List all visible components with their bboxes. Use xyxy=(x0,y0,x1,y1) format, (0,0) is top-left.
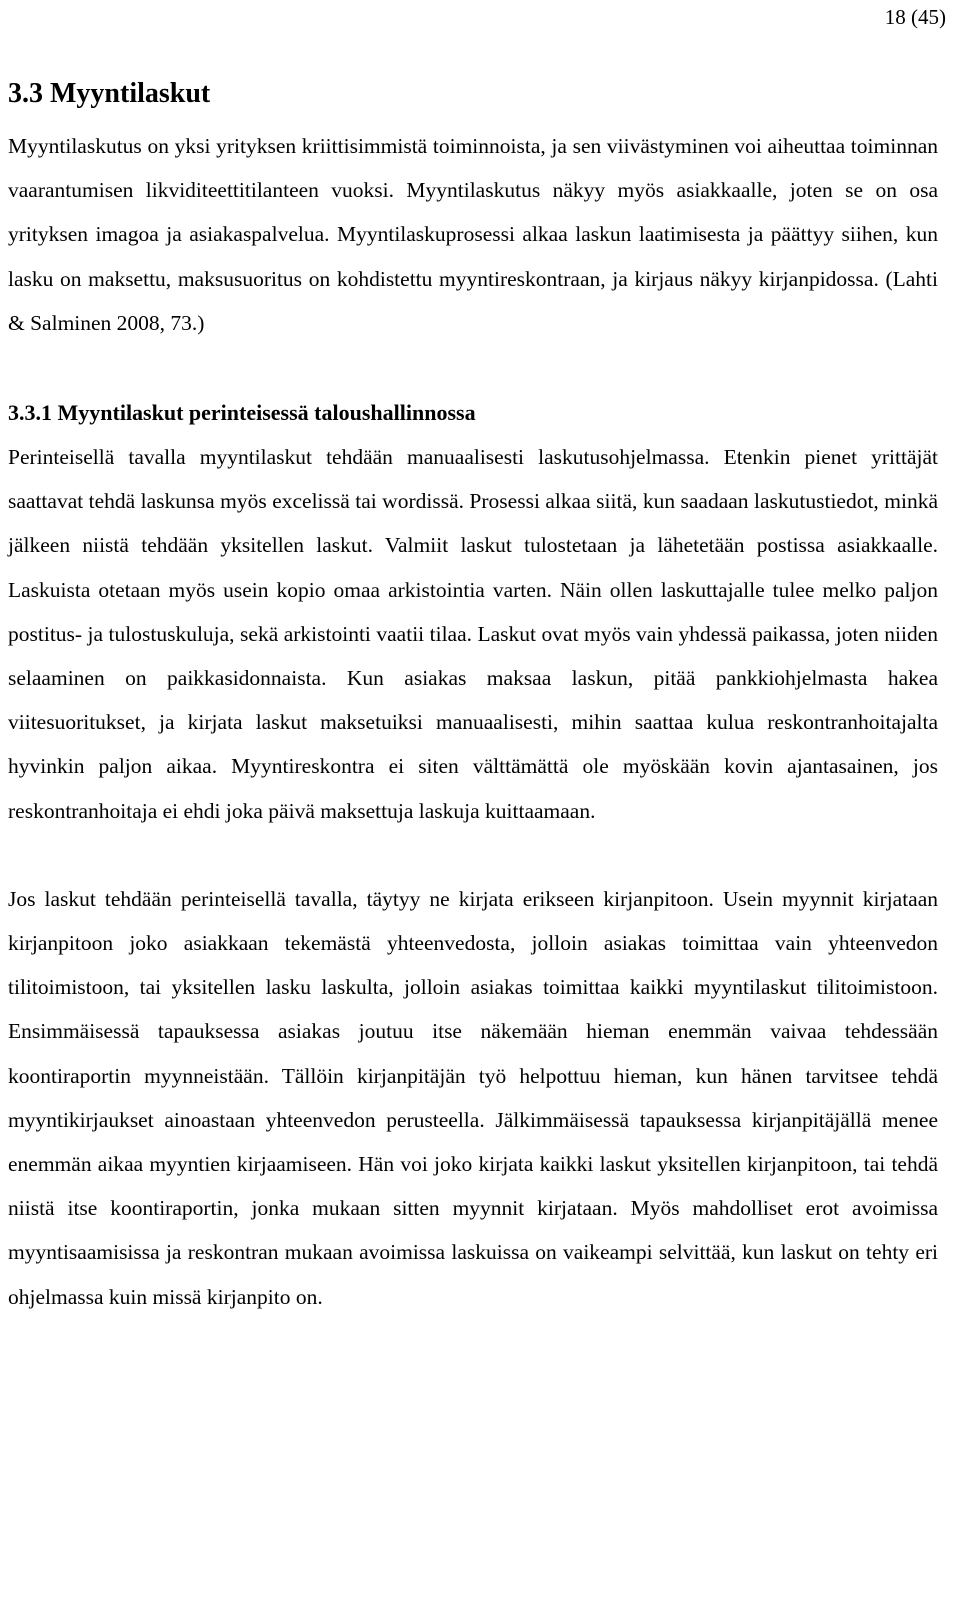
section-paragraph: Myyntilaskutus on yksi yrityksen kriittisimmistä toiminnoista, ja sen viivästyminen voi aiheuttaa toiminnan vaarantumisen likviditeettitilanteen vuoksi. Myyntilaskutus näkyy myös asiakkaalle, joten se on osa yrityksen imagoa ja asiakaspalvelua. Myyntilaskuprosessi alkaa laskun laatimisesta ja päättyy siihen, kun lasku on maksettu, maksusuoritus on kohdistettu myyntireskontraan, ja kirjaus näkyy kirjanpidossa. (Lahti & Salminen 2008, 73.) xyxy=(8,134,938,335)
subsection-paragraph-2: Jos laskut tehdään perinteisellä tavalla, täytyy ne kirjata erikseen kirjanpitoon. Usein myynnit kirjataan kirjanpitoon joko asiakkaan tekemästä yhteenvedosta, jolloin asiakas toimittaa vain yhteenvedon tilitoimistoon, tai yksitellen lasku laskulta, jolloin asiakas toimittaa kaikki myyntilaskut tilitoimistoon. Ensimmäisessä tapauksessa asiakas joutuu itse näkemään hieman enemmän vaivaa tehdessään koontiraportin myynneistään. Tällöin kirjanpitäjän työ helpottuu hieman, kun hänen tarvitsee tehdä myyntikirjaukset ainoastaan yhteenvedon perusteella. Jälkimmäisessä tapauksessa kirjanpitäjällä menee enemmän aikaa myyntien kirjaamiseen. Hän voi joko kirjata kaikki laskut yksitellen kirjanpitoon, tai tehdä niistä itse koontiraportin, jonka mukaan sitten myynnit kirjataan. Myös mahdolliset erot avoimissa myyntisaamisissa ja reskontran mukaan avoimissa laskuissa on vaikeampi selvittää, kun laskut on tehty eri ohjelmassa kuin missä kirjanpito on. xyxy=(8,886,938,1309)
page-number: 18 (45) xyxy=(884,5,946,29)
section-heading: 3.3 Myyntilaskut xyxy=(8,78,211,109)
subsection-heading: 3.3.1 Myyntilaskut perinteisessä taloushallinnossa xyxy=(8,400,476,426)
paragraph-spacer xyxy=(8,345,938,391)
document-body xyxy=(8,74,938,1319)
subsection-paragraph-1: Perinteisellä tavalla myyntilaskut tehdään manuaalisesti laskutusohjelmassa. Etenkin pienet yrittäjät saattavat tehdä laskunsa myös excelissä tai wordissä. Prosessi alkaa siitä, kun saadaan laskutustiedot, minkä jälkeen niistä tehdään yksitellen laskut. Valmiit laskut tulostetaan ja lähetetään postissa asiakkaalle. Laskuista otetaan myös usein kopio omaa arkistointia varten. Näin ollen laskuttajalle tulee melko paljon postitus- ja tulostuskuluja, sekä arkistointi vaatii tilaa. Laskut ovat myös vain yhdessä paikassa, joten niiden selaaminen on paikkasidonnaista. Kun asiakas maksaa laskun, pitää pankkiohjelmasta hakea viitesuoritukset, ja kirjata laskut maksetuiksi manuaalisesti, mihin saattaa kulua reskontranhoitajalta hyvinkin paljon aikaa. Myyntireskontra ei siten välttämättä ole myöskään kovin ajantasainen, jos reskontranhoitaja ei ehdi joka päivä maksettuja laskuja kuittaamaan. xyxy=(8,445,938,823)
paragraph-spacer xyxy=(8,833,938,877)
